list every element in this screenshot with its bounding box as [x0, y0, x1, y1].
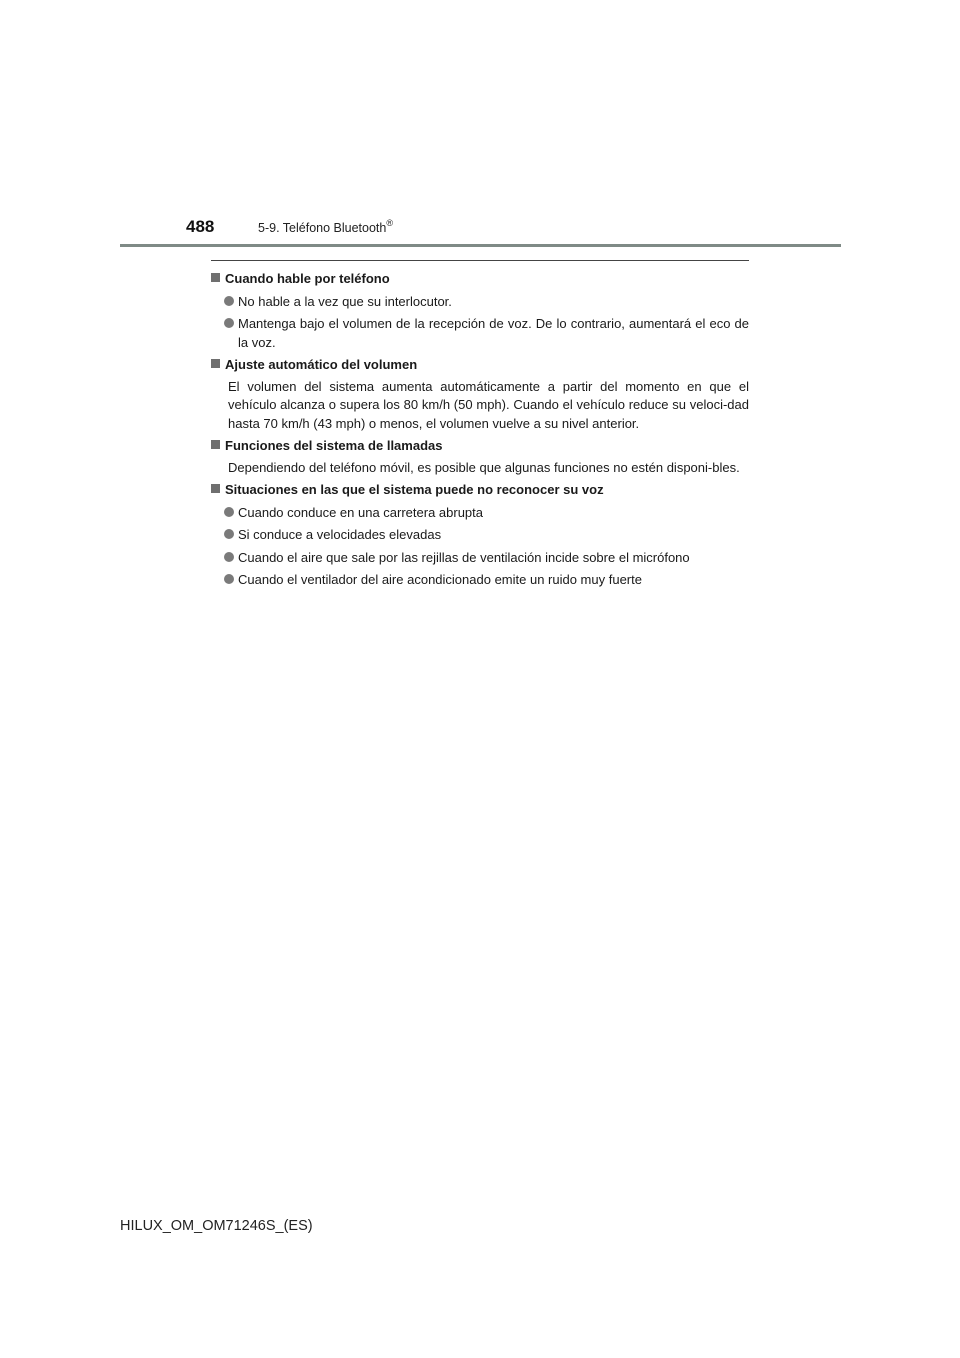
list-item-text: Cuando conduce en una carretera abrupta	[238, 504, 484, 520]
section-call-functions	[211, 437, 749, 477]
square-bullet-icon	[211, 273, 220, 282]
page-number: 488	[186, 217, 215, 236]
list-item	[211, 504, 749, 523]
list-item-text: Cuando el aire que sale por las rejillas de ventilación incide sobre el micrófono	[238, 549, 690, 565]
round-bullet-icon	[224, 552, 234, 562]
square-bullet-icon	[211, 484, 220, 493]
section-title	[258, 218, 393, 235]
section-heading-text: Situaciones en las que el sistema puede no reconocer su voz	[225, 482, 604, 497]
section-voice-recognition	[211, 481, 749, 590]
list-item	[211, 549, 749, 568]
section-auto-volume	[211, 356, 749, 433]
section-paragraph: El volumen del sistema aumenta automáticamente a partir del momento en que el vehículo alcanza o supera los 80 km/h (50 mph). Cuando el vehículo reduce su veloci-dad hasta 70 km/h (43 mph) o menos, el volumen vuelve a su nivel anterior.	[228, 378, 749, 431]
section-title-text: 5-9. Teléfono Bluetooth	[258, 221, 387, 235]
section-heading	[211, 437, 749, 456]
registered-mark: ®	[386, 218, 393, 228]
footer-document-code: HILUX_OM_OM71246S_(ES)	[120, 1218, 313, 1234]
content-body	[211, 266, 749, 590]
square-bullet-icon	[211, 359, 220, 368]
content-rule	[211, 260, 749, 261]
list-item	[211, 571, 749, 590]
round-bullet-icon	[224, 507, 234, 517]
round-bullet-icon	[224, 296, 234, 306]
section-heading	[211, 356, 749, 375]
list-item	[211, 293, 749, 312]
round-bullet-icon	[224, 318, 234, 328]
section-heading-text: Cuando hable por teléfono	[225, 271, 390, 286]
round-bullet-icon	[224, 574, 234, 584]
round-bullet-icon	[224, 529, 234, 539]
header-rule	[120, 244, 841, 247]
section-heading	[211, 481, 749, 500]
list-item	[211, 315, 749, 352]
section-heading-text: Ajuste automático del volumen	[225, 357, 418, 372]
section-paragraph: Dependiendo del teléfono móvil, es posible que algunas funciones no estén disponi-bles.	[228, 459, 740, 475]
section-calls	[211, 270, 749, 352]
list-item-text: Cuando el ventilador del aire acondicionado emite un ruido muy fuerte	[238, 572, 642, 587]
square-bullet-icon	[211, 440, 220, 449]
list-item	[211, 526, 749, 545]
section-heading-text: Funciones del sistema de llamadas	[225, 438, 443, 453]
list-item-text: Mantenga bajo el volumen de la recepción de voz. De lo contrario, aumentará el eco de la voz.	[238, 316, 749, 350]
list-item-text: No hable a la vez que su interlocutor.	[238, 293, 452, 309]
section-heading	[211, 270, 749, 289]
list-item-text: Si conduce a velocidades elevadas	[238, 527, 442, 542]
